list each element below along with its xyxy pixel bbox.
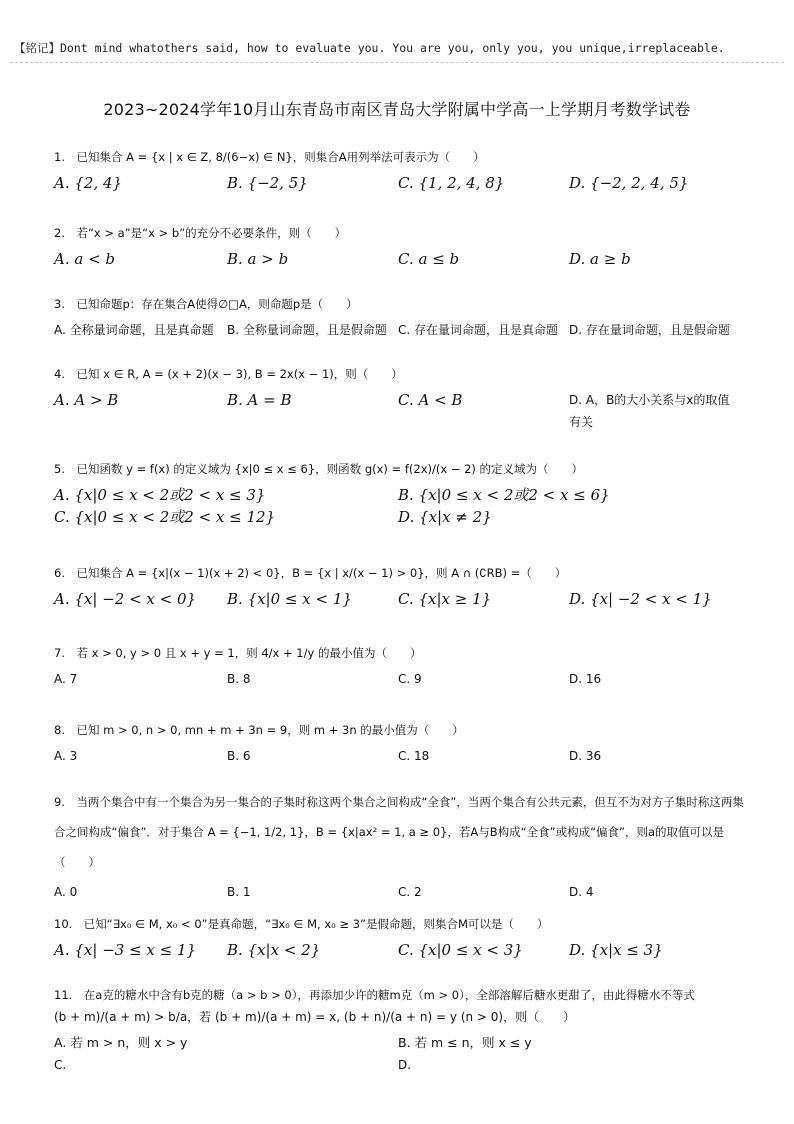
- question-1: [54, 146, 744, 194]
- question-stem: 11. 在a克的糖水中含有b克的糖（a > b > 0），再添加少许的糖m克（m > 0），全部溶解后糖水更甜了，由此得糖水不等式: [54, 988, 695, 1002]
- option-b[interactable]: B. 8: [227, 672, 251, 686]
- option-d[interactable]: D. {x| −2 < x < 1}: [569, 590, 712, 608]
- option-d[interactable]: D. A，B的大小关系与x的取值有关: [569, 393, 730, 429]
- options-row: [54, 389, 744, 433]
- question-stem: 4. 已知 x ∈ R, A = (x + 2)(x − 3), B = 2x(x − 1)，则（ ）: [54, 367, 403, 381]
- question-3: [54, 293, 744, 341]
- option-d[interactable]: D. 4: [569, 885, 594, 899]
- question-10: [54, 913, 744, 961]
- options-grid: [54, 1032, 744, 1076]
- option-c[interactable]: C. {1, 2, 4, 8}: [398, 174, 505, 192]
- options-row: [54, 588, 744, 610]
- option-a[interactable]: A. 全称量词命题，且是真命题: [54, 323, 214, 337]
- option-c[interactable]: C.: [54, 1058, 67, 1072]
- question-9: [54, 787, 744, 903]
- question-8: [54, 719, 744, 767]
- option-b[interactable]: B. {x|x < 2}: [227, 941, 321, 959]
- question-stem: 10. 已知“∃x₀ ∈ M, x₀ < 0”是真命题，“∃x₀ ∈ M, x₀ ≥ 3”是假命题，则集合M可以是（ ）: [54, 917, 549, 931]
- question-stem: 2. 若“x > a”是“x > b”的充分不必要条件，则（ ）: [54, 226, 347, 240]
- options-grid: [54, 484, 744, 528]
- option-b[interactable]: B. 1: [227, 885, 251, 899]
- options-row: [54, 668, 744, 690]
- option-a[interactable]: A. A > B: [54, 391, 119, 409]
- question-2: [54, 222, 744, 270]
- question-stem: 5. 已知函数 y = f(x) 的定义域为 {x|0 ≤ x ≤ 6}，则函数 g(x) = f(2x)/(x − 2) 的定义域为（ ）: [54, 462, 584, 476]
- motto-banner: 【铭记】Dont mind whatothers said, how to evaluate you. You are you, only you, you unique,irreplaceable.: [14, 41, 725, 55]
- option-a[interactable]: A. {x|0 ≤ x < 2或2 < x ≤ 3}: [54, 486, 266, 504]
- options-row: [54, 172, 744, 194]
- option-d[interactable]: D. 16: [569, 672, 602, 686]
- option-d[interactable]: D.: [398, 1058, 412, 1072]
- header-divider: [10, 62, 784, 63]
- option-b[interactable]: B. a > b: [227, 250, 289, 268]
- option-c[interactable]: C. 2: [398, 885, 422, 899]
- option-b[interactable]: B. {−2, 5}: [227, 174, 308, 192]
- option-c[interactable]: C. A < B: [398, 391, 463, 409]
- option-a[interactable]: A. 若 m > n，则 x > y: [54, 1035, 188, 1050]
- question-stem: 3. 已知命题p：存在集合A使得∅□A，则命题p是（ ）: [54, 297, 358, 311]
- option-c[interactable]: C. 存在量词命题，且是真命题: [398, 323, 559, 337]
- option-c[interactable]: C. {x|0 ≤ x < 2或2 < x ≤ 12}: [54, 508, 276, 526]
- question-4: [54, 363, 744, 433]
- option-a[interactable]: A. 0: [54, 885, 78, 899]
- options-row: [54, 248, 744, 270]
- option-d[interactable]: D. {x|x ≤ 3}: [569, 941, 663, 959]
- question-7: [54, 642, 744, 690]
- question-stem: 8. 已知 m > 0, n > 0, mn + m + 3n = 9，则 m + 3n 的最小值为（ ）: [54, 723, 464, 737]
- option-c[interactable]: C. {x|0 ≤ x < 3}: [398, 941, 523, 959]
- option-c[interactable]: C. 9: [398, 672, 422, 686]
- exam-title: 2023~2024学年10月山东青岛市南区青岛大学附属中学高一上学期月考数学试卷: [103, 100, 691, 119]
- options-row: [54, 319, 744, 341]
- option-d[interactable]: D. 36: [569, 749, 602, 763]
- option-d[interactable]: D. a ≥ b: [569, 250, 631, 268]
- option-a[interactable]: A. 3: [54, 749, 78, 763]
- option-c[interactable]: C. a ≤ b: [398, 250, 460, 268]
- option-b[interactable]: B. 全称量词命题，且是假命题: [227, 323, 387, 337]
- option-d[interactable]: D. 存在量词命题，且是假命题: [569, 323, 730, 337]
- question-stem: 1. 已知集合 A = {x | x ∈ Z, 8/(6−x) ∈ N}，则集合A用列举法可表示为（ ）: [54, 150, 485, 164]
- question-6: [54, 562, 744, 610]
- option-b[interactable]: B. {x|0 ≤ x < 1}: [227, 590, 352, 608]
- options-row: [54, 939, 744, 961]
- option-c[interactable]: C. 18: [398, 749, 430, 763]
- option-b[interactable]: B. 若 m ≤ n，则 x ≤ y: [398, 1035, 532, 1050]
- question-stem: 6. 已知集合 A = {x|(x − 1)(x + 2) < 0}，B = {x | x/(x − 1) > 0}，则 A ∩ (∁RB) =（ ）: [54, 566, 567, 580]
- option-a[interactable]: A. {x| −2 < x < 0}: [54, 590, 197, 608]
- question-stem-continued: (b + m)/(a + m) > b/a，若 (b + m)/(a + m) = x, (b + n)/(a + n) = y (n > 0)，则（ ）: [54, 1010, 576, 1024]
- question-11: [54, 984, 744, 1076]
- option-a[interactable]: A. a < b: [54, 250, 116, 268]
- question-stem: 9. 当两个集合中有一个集合为另一集合的子集时称这两个集合之间构成“全食”，当两个集合有公共元素，但互不为对方子集时称这两集合之间构成“偏食”．对于集合 A = {−1, 1/2, 1}，B = {x|ax² = 1, a ≥ 0}，若A与B构成“全食”或构成“偏食”，则a的取值可以是（ ）: [54, 795, 744, 869]
- option-a[interactable]: A. 7: [54, 672, 78, 686]
- option-b[interactable]: B. A = B: [227, 391, 292, 409]
- options-row: [54, 881, 744, 903]
- option-b[interactable]: B. {x|0 ≤ x < 2或2 < x ≤ 6}: [398, 486, 610, 504]
- options-row: [54, 745, 744, 767]
- option-c[interactable]: C. {x|x ≥ 1}: [398, 590, 492, 608]
- option-a[interactable]: A. {2, 4}: [54, 174, 123, 192]
- option-b[interactable]: B. 6: [227, 749, 251, 763]
- question-stem: 7. 若 x > 0, y > 0 且 x + y = 1，则 4/x + 1/y 的最小值为（ ）: [54, 646, 422, 660]
- option-d[interactable]: D. {−2, 2, 4, 5}: [569, 174, 689, 192]
- option-d[interactable]: D. {x|x ≠ 2}: [398, 508, 492, 526]
- option-a[interactable]: A. {x| −3 ≤ x ≤ 1}: [54, 941, 197, 959]
- question-5: [54, 458, 744, 528]
